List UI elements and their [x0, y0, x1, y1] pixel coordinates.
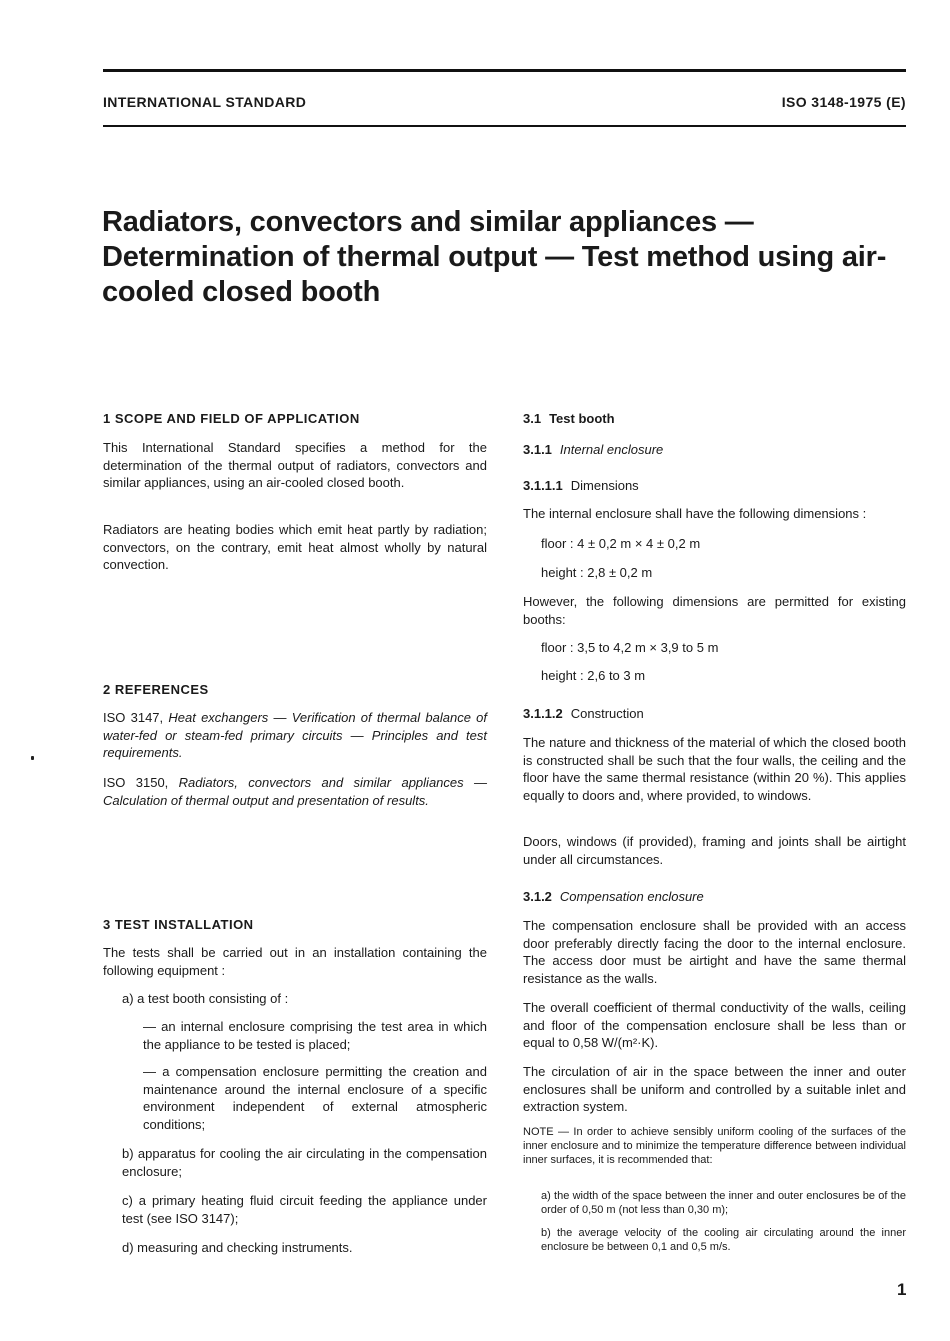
heading-text: Dimensions [570, 478, 639, 493]
top-rule [103, 69, 906, 72]
para-however: However, the following dimensions are permitted for existing booths: [523, 594, 906, 627]
header-right: ISO 3148-1975 (E) [781, 94, 906, 110]
ref-title: Heat exchangers — Verification of thermal balance of water-fed or steam-fed primary circuits — Principles and test requirements. [103, 710, 487, 761]
heading-text: Internal enclosure [559, 442, 664, 457]
para-overall-coefficient: The overall coefficient of thermal conductivity of the walls, ceiling and floor of the compensation enclosure shall be less than or equal to 0,58 W/(m²·K). [523, 1000, 906, 1051]
height-dimension: height : 2,8 ± 0,2 m [541, 565, 653, 580]
para-doors: Doors, windows (if provided), framing and joints shall be airtight under all circumstances. [523, 834, 906, 867]
para-dimensions: The internal enclosure shall have the following dimensions : [523, 506, 867, 521]
list-item-a-1: — an internal enclosure comprising the test area in which the appliance to be tested is placed; [143, 1019, 487, 1052]
floor-dimension: floor : 4 ± 0,2 m × 4 ± 0,2 m [541, 536, 701, 551]
para-compensation: The compensation enclosure shall be provided with an access door preferably directly facing the door to the internal enclosure. The access door must be airtight and have the same thermal resistance as the walls. [523, 918, 906, 987]
para-circulation: The circulation of air in the space between the inner and outer enclosures shall be uniform and controlled by a suitable inlet and extraction system. [523, 1064, 906, 1115]
heading-number: 3.1 [523, 411, 542, 426]
section-3-heading: 3 TEST INSTALLATION [103, 917, 254, 932]
section-1-para-1: This International Standard specifies a method for the determination of the thermal output of radiators, convectors and similar appliances, using an air-cooled closed booth. [103, 440, 487, 491]
list-item-b: b) apparatus for cooling the air circulating in the compensation enclosure; [122, 1146, 487, 1179]
para-construction: The nature and thickness of the material of which the closed booth is constructed shall be such that the four walls, the ceiling and the floor have the same thermal resistance (within 20 %). This applies equally to doors and, where provided, to windows. [523, 735, 906, 804]
floor-existing: floor : 3,5 to 4,2 m × 3,9 to 5 m [541, 640, 719, 655]
list-item-a: a) a test booth consisting of : [122, 991, 289, 1006]
section-3-para: The tests shall be carried out in an installation containing the following equipment : [103, 945, 487, 978]
height-existing: height : 2,6 to 3 m [541, 668, 646, 683]
reference-iso-3147 [103, 709, 487, 762]
note-item-a: a) the width of the space between the inner and outer enclosures be of the order of 0,50 m (not less than 0,30 m); [541, 1190, 906, 1216]
heading-3-1 [523, 410, 906, 428]
heading-3-1-1-1 [523, 477, 906, 495]
heading-text: Compensation enclosure [559, 889, 704, 904]
heading-number: 3.1.1.1 [523, 478, 563, 493]
ref-number: ISO 3147, [103, 710, 164, 725]
heading-3-1-2 [523, 888, 906, 906]
heading-3-1-1-2 [523, 705, 906, 723]
heading-text: Construction [570, 706, 644, 721]
ref-number: ISO 3150, [103, 775, 169, 790]
ref-title: Radiators, convectors and similar appliances — Calculation of thermal output and presentation of results. [103, 775, 487, 808]
heading-number: 3.1.2 [523, 889, 552, 904]
heading-3-1-1 [523, 441, 906, 459]
header-rule [103, 125, 906, 127]
page-number: 1 [897, 1280, 907, 1299]
heading-number: 3.1.1 [523, 442, 552, 457]
document-title: Radiators, convectors and similar appliances — Determination of thermal output — Test method using air-cooled closed booth [102, 206, 887, 308]
note-item-b: b) the average velocity of the cooling air circulating around the inner enclosure be between 0,1 and 0,5 m/s. [541, 1227, 906, 1253]
section-1-heading: 1 SCOPE AND FIELD OF APPLICATION [103, 411, 360, 426]
list-item-a-2: — a compensation enclosure permitting the creation and maintenance around the internal enclosure of a specific environment independent of external atmospheric conditions; [143, 1064, 487, 1133]
header-left: INTERNATIONAL STANDARD [103, 94, 307, 110]
section-2-heading: 2 REFERENCES [103, 682, 209, 697]
margin-mark [31, 756, 34, 760]
note: NOTE — In order to achieve sensibly uniform cooling of the surfaces of the inner enclosure and to minimize the temperature difference between individual inner surfaces, it is recommended that: [523, 1126, 906, 1166]
heading-number: 3.1.1.2 [523, 706, 563, 721]
reference-iso-3150 [103, 774, 487, 809]
list-item-d: d) measuring and checking instruments. [122, 1240, 353, 1255]
section-1-para-2: Radiators are heating bodies which emit heat partly by radiation; convectors, on the contrary, emit heat almost wholly by natural convection. [103, 522, 487, 573]
list-item-c: c) a primary heating fluid circuit feeding the appliance under test (see ISO 3147); [122, 1193, 487, 1226]
heading-text: Test booth [549, 411, 615, 426]
